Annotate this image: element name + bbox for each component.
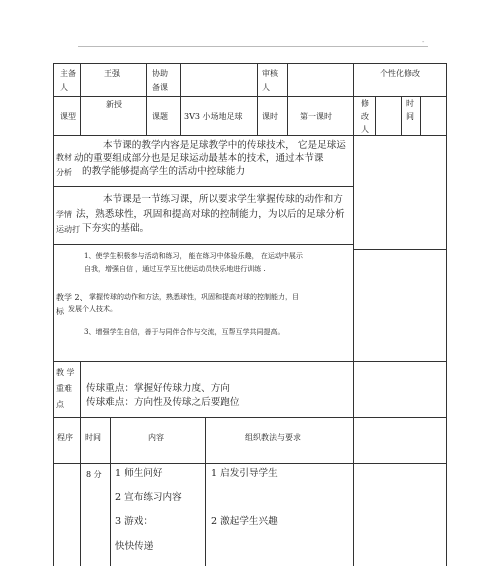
header-mark: -	[422, 38, 425, 46]
time-heading: 时间	[85, 433, 101, 442]
review-label: 审核 人	[262, 69, 278, 92]
time-label: 时 间	[406, 99, 414, 121]
period-label: 课时	[262, 112, 278, 121]
content-heading: 内容	[148, 433, 164, 442]
learner-label: 学情 运动打	[56, 210, 80, 234]
topic-value: 3V3 小场地足球	[184, 112, 243, 121]
method-heading: 组织教法与要求	[245, 433, 301, 442]
goals-label: 教学 2、 标	[56, 293, 88, 316]
program-heading: 程序	[57, 433, 73, 442]
period-value: 第一课时	[300, 112, 332, 121]
keypoints-label: 教 学 重难 点	[56, 368, 75, 409]
modify-person-label: 修 改 人	[361, 99, 369, 134]
header-rule	[78, 46, 428, 47]
procedure-time: 8 分	[86, 470, 102, 479]
host-value: 王强	[104, 69, 120, 78]
material-label: 教材 分析	[56, 153, 72, 177]
assist-label: 协助 备课	[152, 69, 168, 92]
course-type-value: 新授	[106, 100, 122, 109]
personal-edit-heading: 个性化修改	[380, 69, 420, 78]
topic-label: 课题	[152, 112, 168, 121]
host-label: 主备 人	[60, 69, 76, 92]
course-type-label: 课型	[60, 112, 76, 121]
